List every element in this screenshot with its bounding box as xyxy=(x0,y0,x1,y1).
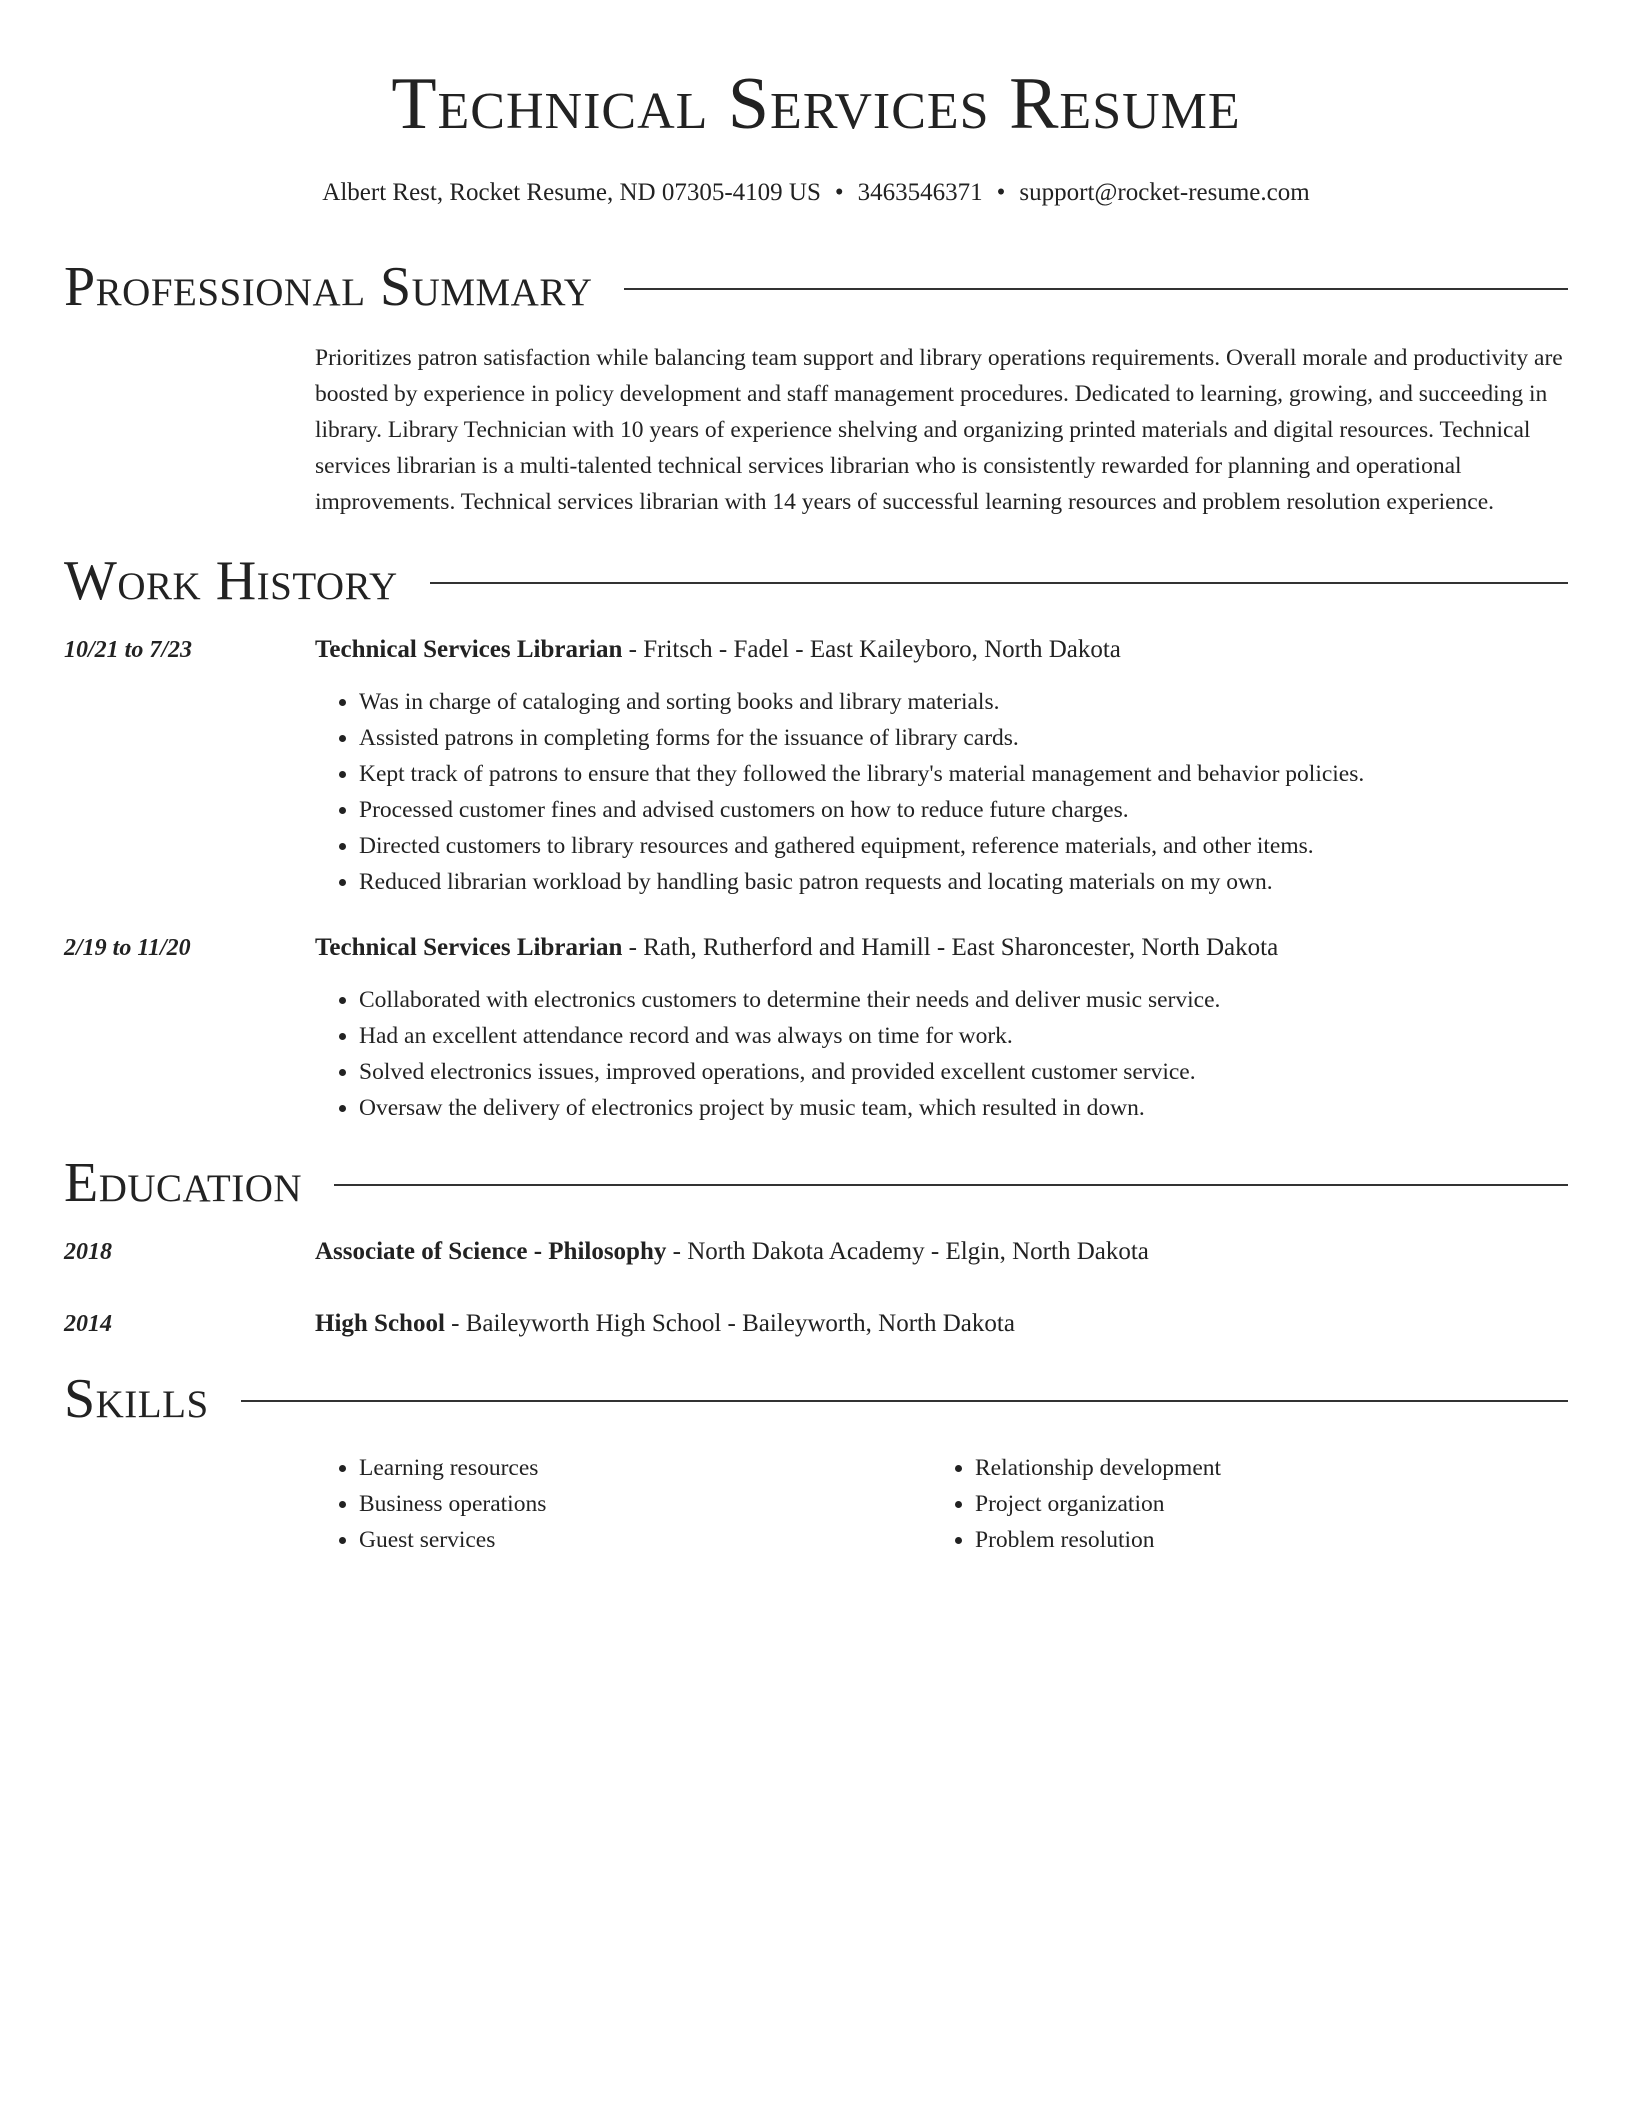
resume-page xyxy=(64,0,1568,1558)
summary-heading: Professional Summary xyxy=(64,256,593,318)
work-heading: Work History xyxy=(64,550,398,612)
job-bullet: • Reduced librarian workload by handling basic patron requests and locating materials on my own. xyxy=(359,864,1568,900)
skill-item: • Project organization xyxy=(975,1486,1221,1522)
education-degree: High School xyxy=(315,1310,445,1337)
education-degree: Associate of Science - Philosophy xyxy=(315,1238,667,1265)
job-bullet: • Was in charge of cataloging and sorting books and library materials. xyxy=(359,684,1568,720)
job-bullet: • Oversaw the delivery of electronics project by music team, which resulted in down. xyxy=(359,1090,1568,1126)
education-details: - North Dakota Academy - Elgin, North Dakota xyxy=(666,1238,1149,1265)
skills-section-header xyxy=(64,1364,1568,1434)
skill-item: • Problem resolution xyxy=(975,1522,1221,1558)
job-details: - Rath, Rutherford and Hamill - East Sharoncester, North Dakota xyxy=(622,934,1279,961)
job-bullet: • Processed customer fines and advised customers on how to reduce future charges. xyxy=(359,792,1568,828)
job-bullet: • Assisted patrons in completing forms for the issuance of library cards. xyxy=(359,720,1568,756)
job-bullet: • Directed customers to library resources and gathered equipment, reference materials, and other items. xyxy=(359,828,1568,864)
resume-title: Technical Services Resume xyxy=(391,63,1241,145)
contact-phone: 3463546371 xyxy=(857,179,983,206)
job-bullets xyxy=(315,684,1568,900)
job-entry xyxy=(64,632,1568,900)
job-line xyxy=(315,930,1568,966)
job-date: 10/21 to 7/23 xyxy=(64,637,193,663)
job-title: Technical Services Librarian xyxy=(315,934,623,961)
education-entry xyxy=(64,1234,1568,1270)
education-line xyxy=(315,1306,1568,1342)
section-divider xyxy=(624,288,1568,290)
skill-item: • Relationship development xyxy=(975,1450,1221,1486)
education-entry xyxy=(64,1306,1568,1342)
job-details: - Fritsch - Fadel - East Kaileyboro, North Dakota xyxy=(622,636,1121,663)
contact-line xyxy=(64,178,1568,208)
job-title: Technical Services Librarian xyxy=(315,636,623,663)
job-bullet: • Kept track of patrons to ensure that they followed the library's material management and behavior policies. xyxy=(359,756,1568,792)
work-section-header xyxy=(64,546,1568,616)
job-bullet: • Collaborated with electronics customers to determine their needs and deliver music service. xyxy=(359,982,1568,1018)
education-date: 2014 xyxy=(64,1311,112,1337)
job-entry xyxy=(64,930,1568,1126)
contact-email: support@rocket-resume.com xyxy=(1019,179,1310,206)
job-line xyxy=(315,632,1568,668)
education-heading: Education xyxy=(64,1152,303,1214)
summary-section-header xyxy=(64,252,1568,322)
summary-text: Prioritizes patron satisfaction while balancing team support and library operations requirements. Overall morale and productivity are boosted by experience in policy development and staff management procedures. Dedicated to learning, growing, and succeeding in library. Library Technician with 10 years of experience shelving and organizing printed materials and digital resources. Technical services librarian is a multi-talented technical services librarian who is consistently rewarded for planning and operational improvements. Technical services librarian with 14 years of successful learning resources and problem resolution experience. xyxy=(315,345,1563,515)
education-date: 2018 xyxy=(64,1239,112,1265)
skill-item: • Guest services xyxy=(359,1522,931,1558)
skills-heading: Skills xyxy=(64,1368,209,1430)
skills-column-left xyxy=(315,1450,931,1558)
contact-separator: • xyxy=(834,179,844,206)
section-divider xyxy=(334,1184,1568,1186)
job-bullet: • Solved electronics issues, improved operations, and provided excellent customer service. xyxy=(359,1054,1568,1090)
skill-item: • Business operations xyxy=(359,1486,931,1522)
skills-list xyxy=(315,1450,1568,1558)
education-details: - Baileyworth High School - Baileyworth, North Dakota xyxy=(444,1310,1015,1337)
job-bullet: • Had an excellent attendance record and was always on time for work. xyxy=(359,1018,1568,1054)
education-line xyxy=(315,1234,1568,1270)
job-date: 2/19 to 11/20 xyxy=(64,935,191,961)
education-section-header xyxy=(64,1148,1568,1218)
skill-item: • Learning resources xyxy=(359,1450,931,1486)
contact-address: Albert Rest, Rocket Resume, ND 07305-4109 US xyxy=(322,179,821,206)
skills-column-right xyxy=(931,1450,1221,1558)
section-divider xyxy=(430,582,1568,584)
contact-separator: • xyxy=(996,179,1006,206)
job-bullets xyxy=(315,982,1568,1126)
section-divider xyxy=(241,1400,1568,1402)
